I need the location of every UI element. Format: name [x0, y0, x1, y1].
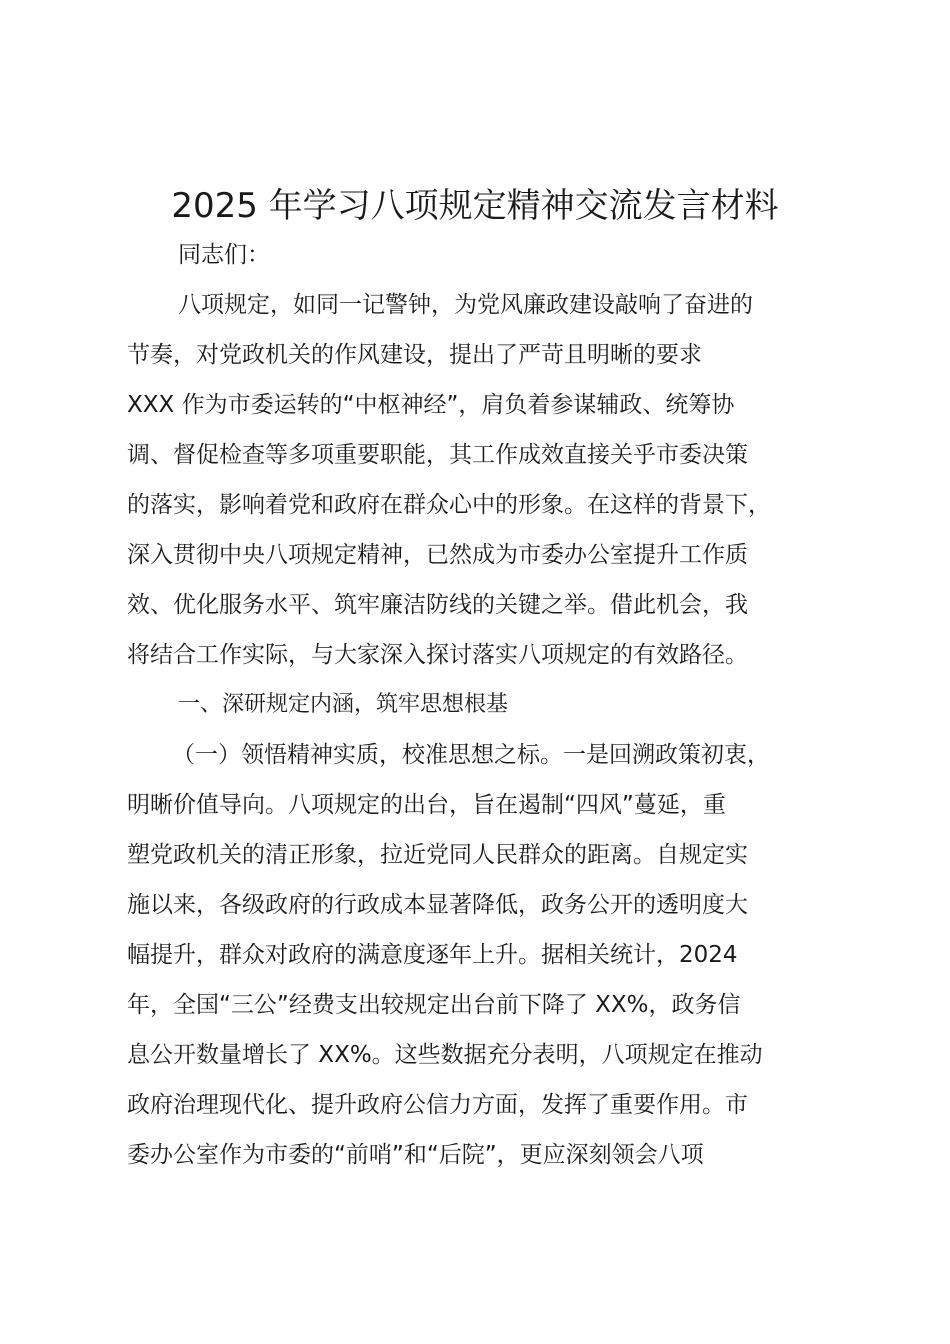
paragraph-line: 施以来，各级政府的行政成本显著降低，政务公开的透明度大 — [127, 892, 748, 918]
paragraph-line: 调、督促检查等多项重要职能，其工作成效直接关乎市委决策 — [127, 442, 748, 468]
paragraph-line: 明晰价值导向。八项规定的出台，旨在遏制“四风”蔓延，重 — [127, 792, 726, 818]
paragraph-line: 深入贯彻中央八项规定精神，已然成为市委办公室提升工作质 — [127, 542, 748, 568]
salutation: 同志们： — [178, 242, 270, 268]
paragraph-line: 八项规定，如同一记警钟，为党风廉政建设敲响了奋进的 — [178, 292, 753, 318]
paragraph-line: 节奏，对党政机关的作风建设，提出了严苛且明晰的要求 — [127, 342, 702, 368]
paragraph-line: XXX 作为市委运转的“中枢神经”，肩负着参谋辅政、统筹协 — [127, 392, 735, 418]
section-heading: 一、深研规定内涵，筑牢思想根基 — [178, 692, 509, 717]
paragraph-line: 息公开数量增长了 XX%。这些数据充分表明，八项规定在推动 — [127, 1042, 763, 1068]
paragraph-line: 年，全国“三公”经费支出较规定出台前下降了 XX%，政务信 — [127, 992, 741, 1018]
paragraph-line: 将结合工作实际，与大家深入探讨落实八项规定的有效路径。 — [127, 642, 748, 668]
paragraph-line: 的落实，影响着党和政府在群众心中的形象。在这样的背景下， — [127, 492, 771, 518]
document-title: 2025 年学习八项规定精神交流发言材料 — [171, 186, 779, 226]
paragraph-line: 委办公室作为市委的“前哨”和“后院”，更应深刻领会八项 — [127, 1142, 704, 1168]
paragraph-line: 效、优化服务水平、筑牢廉洁防线的关键之举。借此机会，我 — [127, 592, 748, 618]
paragraph-line: 幅提升，群众对政府的满意度逐年上升。据相关统计，2024 — [127, 942, 738, 968]
paragraph-line: 塑党政机关的清正形象，拉近党同人民群众的距离。自规定实 — [127, 842, 748, 868]
paragraph-line: 政府治理现代化、提升政府公信力方面，发挥了重要作用。市 — [127, 1092, 748, 1118]
paragraph-line: （一）领悟精神实质，校准思想之标。一是回溯政策初衷， — [172, 742, 770, 768]
